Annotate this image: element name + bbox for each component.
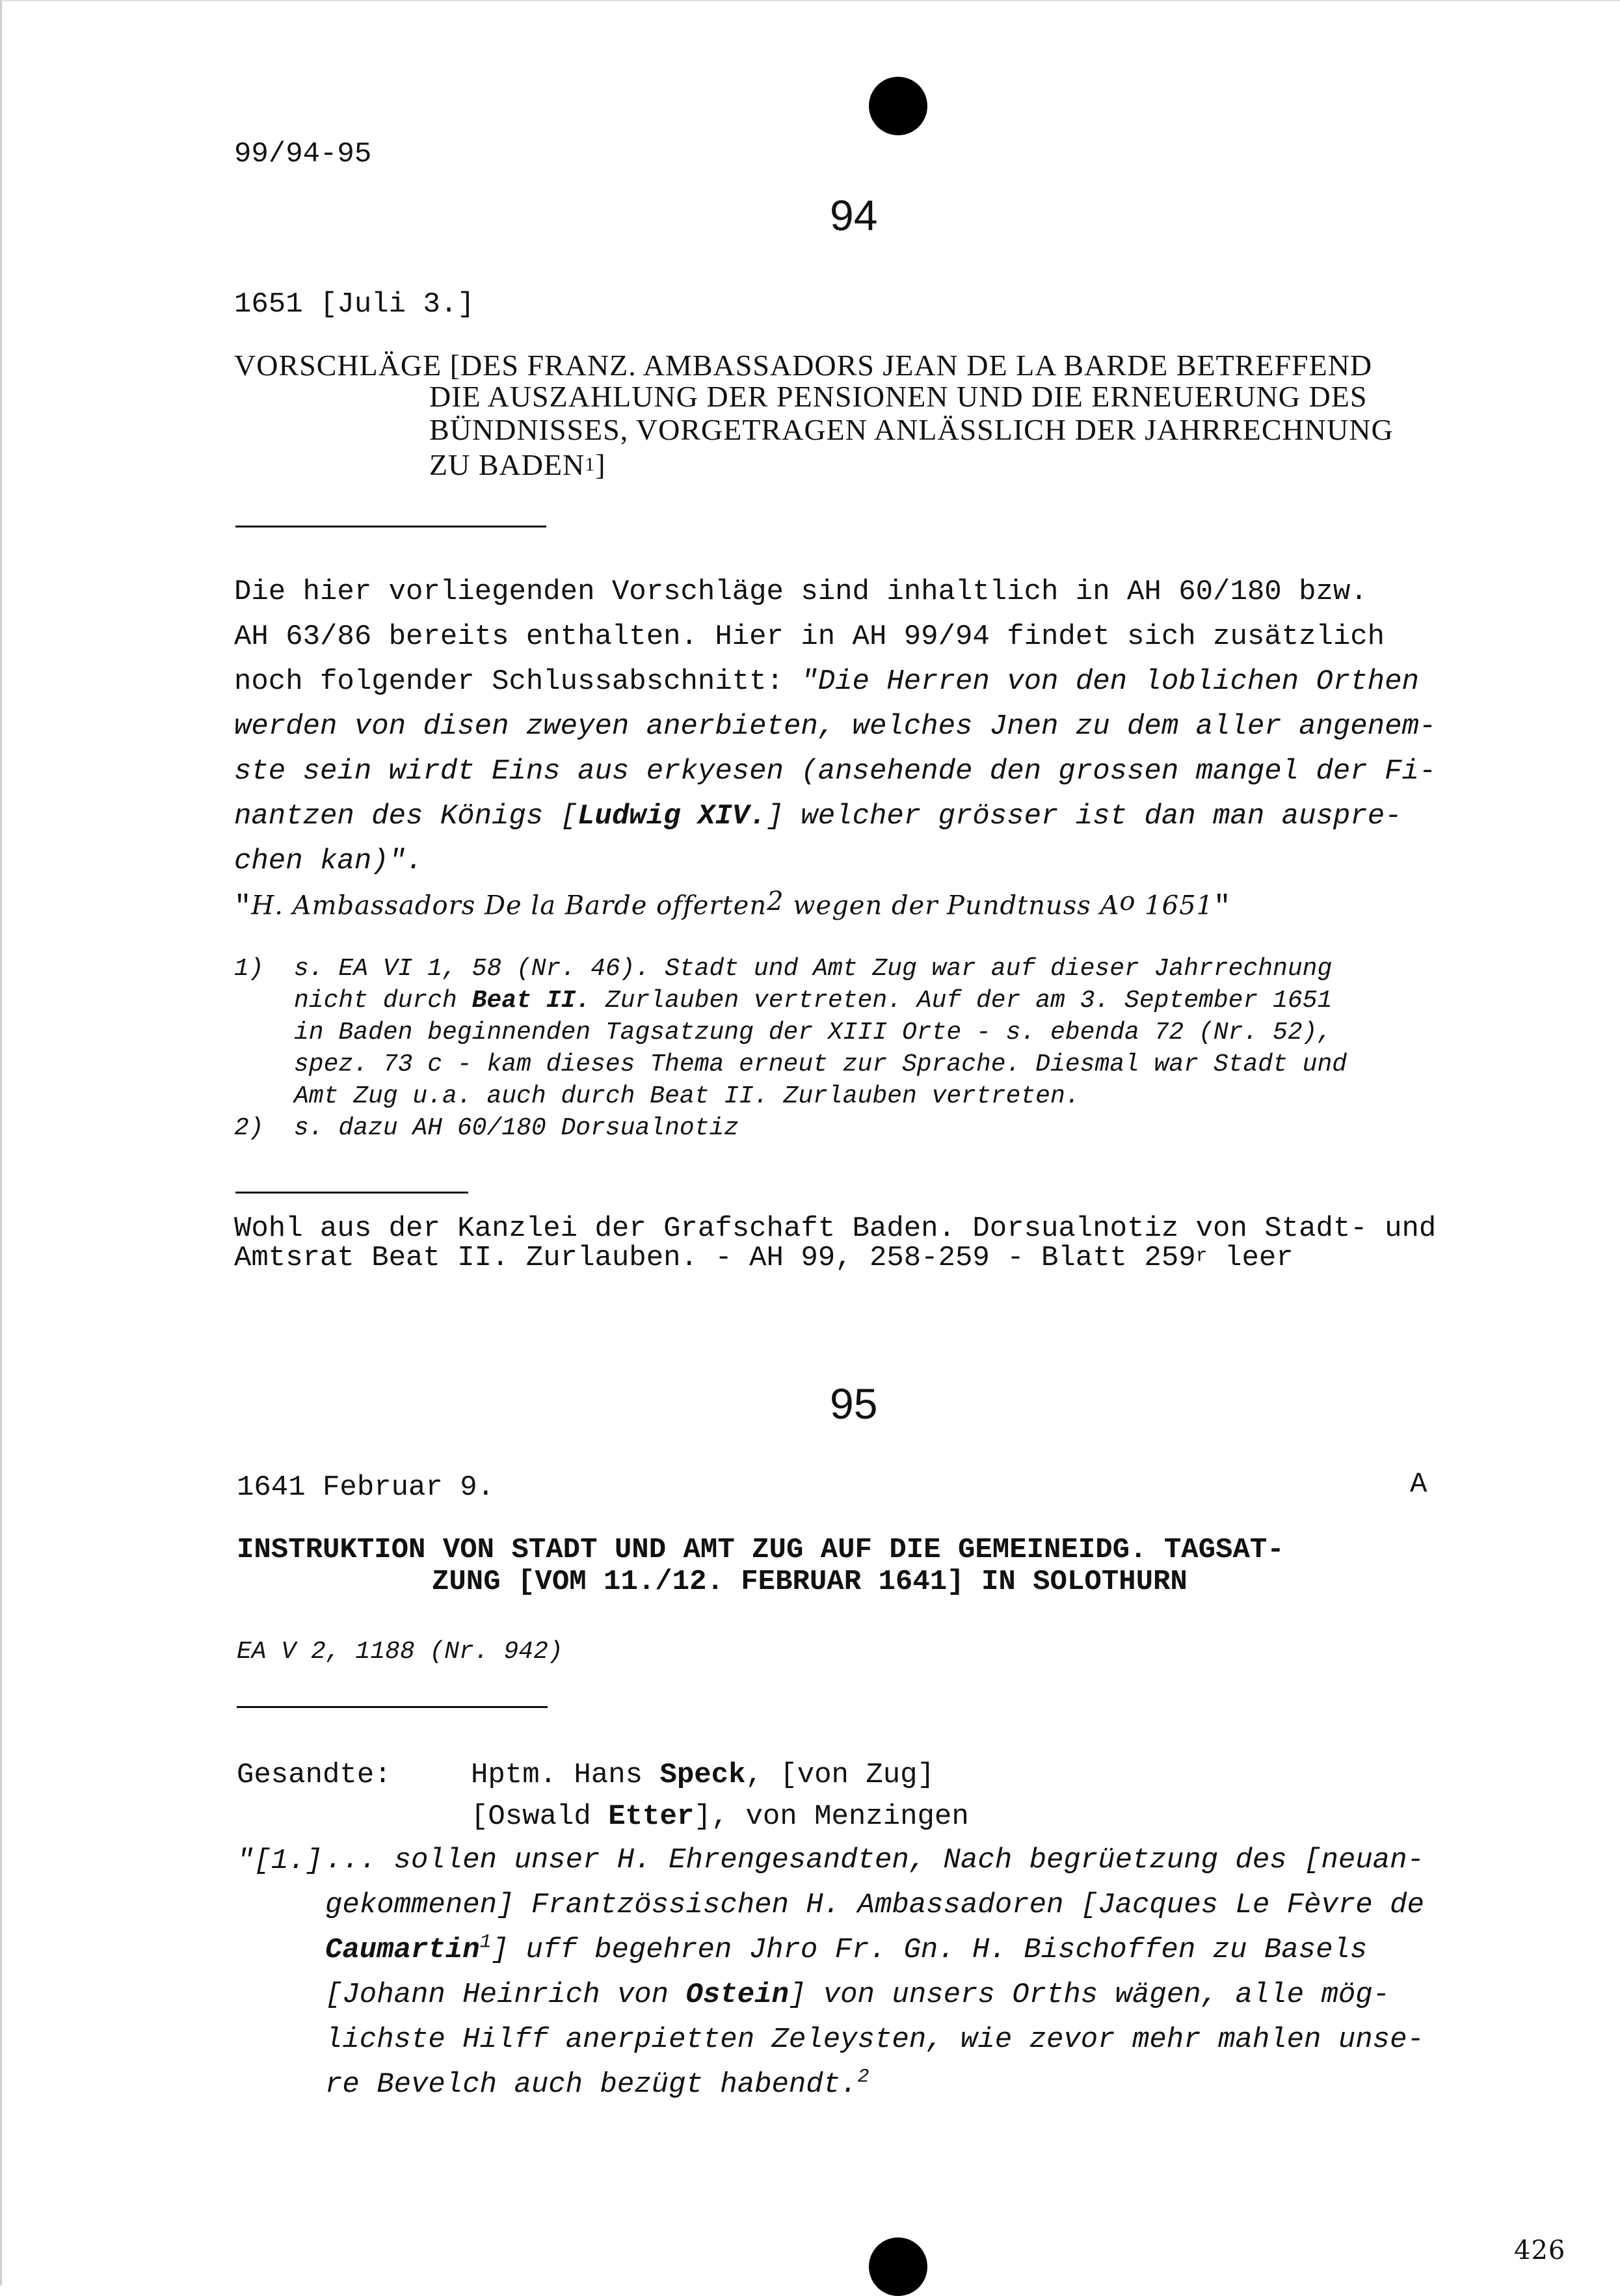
doc94-dorsal-quote (234, 886, 1230, 923)
dorsal-quote-open: " (234, 890, 252, 924)
envoy-2-c: ], von Menzingen (694, 1800, 969, 1833)
doc94-provenance-line-1: Wohl aus der Kanzlei der Grafschaft Baden. Dorsualnotiz von Stadt- und (234, 1212, 1437, 1245)
envoy-2-name: Etter (608, 1800, 695, 1833)
footnote-1-line-5: Amt Zug u.a. auch durch Beat II. Zurlauben vertreten. (294, 1082, 1080, 1110)
footnote-1-line-3: in Baden beginnenden Tagsatzung der XIII Orte - s. ebenda 72 (Nr. 52), (294, 1019, 1333, 1047)
doc95-quote-line-3 (325, 1928, 1424, 1973)
doc94-title-footnote-ref: 1 (585, 453, 596, 475)
envoy-2-a: [Oswald (471, 1800, 609, 1833)
quote-line-4-a: [Johann Heinrich von (325, 1979, 686, 2011)
doc95-quote-line-5: lichste Hilff anerpietten Zeleysten, wie zevor mehr mahlen unse- (325, 2023, 1424, 2056)
doc94-body-line-6c: ] welcher grösser ist dan man auspre- (766, 800, 1402, 833)
doc95-quote-line-2: gekommenen] Frantzössischen H. Ambassadoren [Jacques Le Fèvre de (325, 1889, 1424, 1921)
doc94-body-line-3 (234, 660, 1436, 704)
doc94-title-line-3: BÜNDNISSES, VORGETRAGEN ANLÄSSLICH DER JAHRRECHNUNG (429, 413, 1394, 446)
doc95-separator (237, 1706, 548, 1708)
doc94-provenance-line-2 (234, 1242, 1294, 1274)
doc95-envoys-label: Gesandte: (237, 1759, 392, 1791)
doc94-provenance-separator (235, 1192, 468, 1194)
doc94-separator (235, 526, 546, 527)
doc95-date: 1641 Februar 9. (237, 1471, 495, 1504)
doc95-quote-line-4 (325, 1973, 1424, 2018)
dorsal-quote-text-b: wegen der Pundtnuss A (784, 890, 1120, 921)
doc94-title-close: ] (595, 448, 606, 481)
punch-hole-top (869, 77, 927, 135)
doc95-envoy-2 (471, 1800, 969, 1833)
doc95-marker: A (1410, 1468, 1427, 1501)
doc94-body-line-2: AH 63/86 bereits enthalten. Hier in AH 99/94 findet sich zusätzlich (234, 621, 1385, 653)
doc94-body-line-5: ste sein wirdt Eins aus erkyesen (ansehende den grossen mangel der Fi- (234, 755, 1437, 788)
footnote-1-text-2c: Zurlauben vertreten. Auf der am 3. September 1651 (591, 987, 1333, 1015)
punch-hole-bottom (869, 2237, 927, 2296)
doc94-footnotes (234, 953, 1347, 1144)
footnote-1-text-1: s. EA VI 1, 58 (Nr. 46). Stadt und Amt Zug war auf dieser Jahrrechnung (294, 955, 1333, 983)
quote-line-4-name: Ostein (685, 1979, 789, 2011)
doc95-title-line-1: INSTRUKTION VON STADT UND AMT ZUG AUF DIE GEMEINEIDG. TAGSAT- (237, 1534, 1284, 1566)
dorsal-quote-sup-2: o (1119, 887, 1136, 916)
dorsal-quote-sup: 2 (767, 887, 784, 916)
archive-ref: 99/94-95 (234, 138, 372, 170)
quote-line-4-c: ] von unsers Orths wägen, alle mög- (788, 1979, 1390, 2011)
doc95-quote (325, 1838, 1424, 2107)
doc94-title-line-4 (429, 449, 606, 481)
footnote-1-text-2a: nicht durch (294, 987, 472, 1015)
page-corner-number: 426 (1514, 2236, 1566, 2265)
footnote-1-line-4: spez. 73 c - kam dieses Thema erneut zur Sprache. Diesmal war Stadt und (294, 1050, 1348, 1078)
dorsal-quote-text-c: 1651 (1135, 890, 1214, 921)
quote-line-6-a: re Bevelch auch bezügt habendt. (325, 2068, 858, 2101)
footnote-1-line-2 (234, 985, 1347, 1017)
quote-line-6-sup: 2 (857, 2066, 870, 2089)
footnote-1-text-2b: Beat II. (471, 987, 591, 1015)
footnote-2-number: 2) (234, 1114, 264, 1142)
footnote-1-line-1 (234, 953, 1347, 985)
doc94-body-line-7: chen kan)". (234, 845, 423, 877)
footnote-2-line-1 (234, 1112, 1347, 1144)
doc94-body-line-3b: "Die Herren von den loblichen Orthen (801, 665, 1419, 698)
doc94-body (234, 570, 1436, 884)
footnote-1-number: 1) (234, 955, 264, 983)
doc94-title-line-2: DIE AUSZAHLUNG DER PENSIONEN UND DIE ERNEUERUNG DES (429, 380, 1368, 413)
quote-line-3-name: Caumartin (325, 1934, 480, 1966)
doc95-source: EA V 2, 1188 (Nr. 942) (237, 1638, 563, 1666)
doc95-quote-line-1: ... sollen unser H. Ehrengesandten, Nach begrüetzung des [neuan- (325, 1844, 1424, 1876)
doc95-quote-number: "[1.] (237, 1845, 323, 1877)
doc95-envoy-1 (471, 1759, 935, 1791)
doc95-quote-line-6 (325, 2062, 1424, 2107)
doc94-body-line-6a: nantzen des Königs [ (234, 800, 578, 833)
provenance-line-2-sup: r (1195, 1245, 1208, 1268)
doc95-number: 95 (830, 1380, 878, 1428)
dorsal-quote-text-a: H. Ambassadors De la Barde offerten (251, 890, 767, 921)
doc94-body-line-1: Die hier vorliegenden Vorschläge sind inhaltlich in AH 60/180 bzw. (234, 576, 1368, 608)
doc94-title-line-1: VORSCHLÄGE [DES FRANZ. AMBASSADORS JEAN DE LA BARDE BETREFFEND (234, 349, 1373, 382)
doc94-body-line-6 (234, 794, 1436, 839)
envoy-1-c: , [von Zug] (745, 1759, 935, 1791)
doc94-body-line-3a: noch folgender Schlussabschnitt: (234, 665, 801, 698)
doc94-body-line-4: werden von disen zweyen anerbieten, welches Jnen zu dem aller angenem- (234, 710, 1437, 743)
doc94-title-line-4-text: ZU BADEN (429, 448, 585, 481)
doc94-date: 1651 [Juli 3.] (234, 288, 475, 321)
doc94-number: 94 (830, 191, 878, 239)
provenance-line-2a: Amtsrat Beat II. Zurlauben. - AH 99, 258-259 - Blatt 259 (234, 1242, 1196, 1274)
doc95-title-line-2: ZUNG [VOM 11./12. FEBRUAR 1641] IN SOLOTHURN (432, 1566, 1188, 1598)
footnote-2-text-1: s. dazu AH 60/180 Dorsualnotiz (294, 1114, 739, 1142)
quote-line-3-b: ] uff begehren Jhro Fr. Gn. H. Bischoffen zu Basels (491, 1934, 1368, 1966)
dorsal-quote-close: " (1213, 890, 1231, 924)
envoy-1-a: Hptm. Hans (471, 1759, 660, 1791)
provenance-line-2b: leer (1207, 1242, 1294, 1274)
envoy-1-name: Speck (659, 1759, 746, 1791)
doc94-body-line-6b: Ludwig XIV. (578, 800, 767, 833)
quote-line-3-sup: 1 (479, 1931, 492, 1954)
